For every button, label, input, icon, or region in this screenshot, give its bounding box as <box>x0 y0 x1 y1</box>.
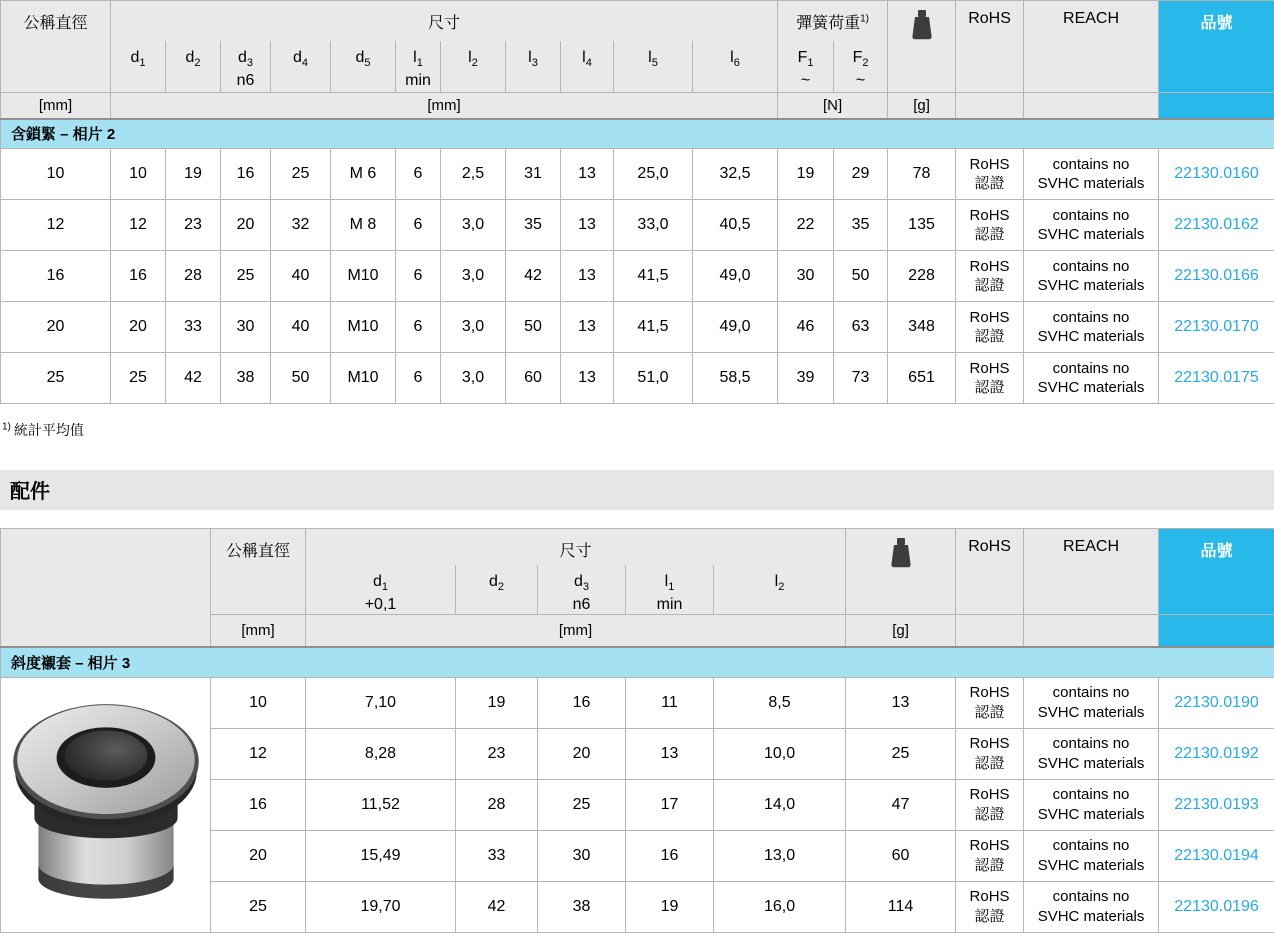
rohs-cell: RoHS 認證 <box>956 353 1024 404</box>
unit-cell: [mm] <box>211 614 306 647</box>
value-cell: 28 <box>456 779 538 830</box>
value-cell: 12 <box>111 200 166 251</box>
col-header-l1: $l_1$ min <box>626 565 714 615</box>
part-number-link[interactable]: 22130.0196 <box>1174 897 1259 915</box>
value-cell: 23 <box>456 728 538 779</box>
table-row <box>1 677 1274 728</box>
value-cell: 16 <box>626 830 714 881</box>
part-cell <box>1159 251 1274 302</box>
value-cell: 49,0 <box>693 302 778 353</box>
value-cell: 15,49 <box>306 830 456 881</box>
part-cell <box>1159 302 1274 353</box>
value-cell: 3,0 <box>441 251 506 302</box>
value-cell: M10 <box>331 353 396 404</box>
part-cell <box>1159 353 1274 404</box>
value-cell: 29 <box>834 149 888 200</box>
col-header-d1: $d_1$ +0,1 <box>306 565 456 615</box>
col-header-nominal-diameter: 公稱直徑 <box>211 529 306 615</box>
value-cell: 25 <box>271 149 331 200</box>
value-cell: 13 <box>561 149 614 200</box>
col-header-l1: $l_1$ min <box>396 41 441 93</box>
value-cell: 22 <box>778 200 834 251</box>
unit-cell <box>1159 614 1274 647</box>
part-number-link[interactable]: 22130.0193 <box>1174 795 1259 813</box>
value-cell: 6 <box>396 149 441 200</box>
value-cell: 10,0 <box>714 728 846 779</box>
col-group-dimensions: 尺寸 <box>306 529 846 565</box>
value-cell: 19 <box>456 677 538 728</box>
value-cell: 2,5 <box>441 149 506 200</box>
value-cell: 14,0 <box>714 779 846 830</box>
unit-cell: [g] <box>888 93 956 119</box>
value-cell: 135 <box>888 200 956 251</box>
table-row <box>1 353 1274 404</box>
col-header-part-number: 品號 <box>1159 1 1274 93</box>
value-cell: 50 <box>834 251 888 302</box>
value-cell: 38 <box>221 353 271 404</box>
value-cell: 41,5 <box>614 302 693 353</box>
value-cell: 30 <box>538 830 626 881</box>
accessories-heading: 配件 <box>0 470 1274 510</box>
section-band-label: 含鎖緊 – 相片 2 <box>1 119 1274 149</box>
unit-cell: [mm] <box>306 614 846 647</box>
value-cell: 33,0 <box>614 200 693 251</box>
unit-cell <box>1159 93 1274 119</box>
col-header-nominal-diameter: 公稱直徑 <box>1 1 111 93</box>
value-cell: 63 <box>834 302 888 353</box>
value-cell: 25 <box>111 353 166 404</box>
unit-cell: [N] <box>778 93 888 119</box>
part-cell <box>1159 728 1274 779</box>
value-cell: 42 <box>166 353 221 404</box>
section-band-label: 斜度襯套 – 相片 3 <box>1 647 1274 677</box>
value-cell: 28 <box>166 251 221 302</box>
table-row <box>1 251 1274 302</box>
value-cell: 51,0 <box>614 353 693 404</box>
value-cell: M10 <box>331 302 396 353</box>
value-cell: 25,0 <box>614 149 693 200</box>
part-number-link[interactable]: 22130.0175 <box>1174 369 1259 386</box>
col-header-l5: $l_5$ <box>614 41 693 93</box>
col-header-rohs: RoHS <box>956 1 1024 93</box>
accessories-table <box>0 528 1274 933</box>
value-cell: 16 <box>1 251 111 302</box>
value-cell: 114 <box>846 881 956 932</box>
col-header-l4: $l_4$ <box>561 41 614 93</box>
value-cell: 6 <box>396 251 441 302</box>
reach-cell: contains no SVHC materials <box>1024 881 1159 932</box>
part-cell <box>1159 677 1274 728</box>
weight-icon <box>890 538 912 568</box>
value-cell: 32 <box>271 200 331 251</box>
main-dimensions-table <box>0 0 1274 404</box>
value-cell: 8,5 <box>714 677 846 728</box>
reach-cell: contains no SVHC materials <box>1024 779 1159 830</box>
col-header-F2: $F_2$ ~ <box>834 41 888 93</box>
value-cell: 16 <box>211 779 306 830</box>
value-cell: 13 <box>846 677 956 728</box>
table-row <box>1 200 1274 251</box>
value-cell: 25 <box>846 728 956 779</box>
value-cell: 42 <box>456 881 538 932</box>
rohs-cell: RoHS 認證 <box>956 830 1024 881</box>
value-cell: 19,70 <box>306 881 456 932</box>
unit-cell: [mm] <box>111 93 778 119</box>
value-cell: 16 <box>111 251 166 302</box>
value-cell: 60 <box>506 353 561 404</box>
part-number-link[interactable]: 22130.0160 <box>1174 165 1259 182</box>
reach-cell: contains no SVHC materials <box>1024 251 1159 302</box>
value-cell: 12 <box>211 728 306 779</box>
col-header-d2: $d_2$ <box>166 41 221 93</box>
value-cell: 38 <box>538 881 626 932</box>
value-cell: 17 <box>626 779 714 830</box>
col-header-l2: $l_2$ <box>441 41 506 93</box>
col-header-d3: $d_3$ n6 <box>221 41 271 93</box>
rohs-cell: RoHS 認證 <box>956 302 1024 353</box>
value-cell: 32,5 <box>693 149 778 200</box>
rohs-cell: RoHS 認證 <box>956 251 1024 302</box>
reach-cell: contains no SVHC materials <box>1024 830 1159 881</box>
value-cell: 58,5 <box>693 353 778 404</box>
value-cell: 7,10 <box>306 677 456 728</box>
value-cell: 31 <box>506 149 561 200</box>
value-cell: 3,0 <box>441 200 506 251</box>
col-header-rohs: RoHS <box>956 529 1024 615</box>
col-header-d5: $d_5$ <box>331 41 396 93</box>
value-cell: 13 <box>626 728 714 779</box>
value-cell: 50 <box>506 302 561 353</box>
value-cell: 50 <box>271 353 331 404</box>
col-group-spring-load: 彈簧荷重$^{1)}$ <box>778 1 888 41</box>
reach-cell: contains no SVHC materials <box>1024 677 1159 728</box>
section-band <box>1 647 1274 677</box>
value-cell: 13 <box>561 353 614 404</box>
footnote: $^{1)}$ 統計平均值 <box>2 421 84 438</box>
value-cell: 20 <box>111 302 166 353</box>
value-cell: 60 <box>846 830 956 881</box>
part-cell <box>1159 779 1274 830</box>
value-cell: 228 <box>888 251 956 302</box>
weight-icon <box>911 10 933 40</box>
value-cell: 25 <box>1 353 111 404</box>
value-cell: 13,0 <box>714 830 846 881</box>
col-header-l6: $l_6$ <box>693 41 778 93</box>
col-header-F1: $F_1$ ~ <box>778 41 834 93</box>
value-cell: 348 <box>888 302 956 353</box>
reach-cell: contains no SVHC materials <box>1024 149 1159 200</box>
rohs-cell: RoHS 認證 <box>956 200 1024 251</box>
group-header-row <box>1 1 1274 41</box>
value-cell: 33 <box>166 302 221 353</box>
part-number-link[interactable]: 22130.0170 <box>1174 318 1259 335</box>
value-cell: 10 <box>111 149 166 200</box>
col-group-dimensions: 尺寸 <box>111 1 778 41</box>
col-header-weight <box>888 1 956 93</box>
value-cell: 20 <box>1 302 111 353</box>
value-cell: 6 <box>396 302 441 353</box>
value-cell: 25 <box>211 881 306 932</box>
col-header-reach: REACH <box>1024 529 1159 615</box>
unit-cell: [mm] <box>1 93 111 119</box>
value-cell: 19 <box>778 149 834 200</box>
value-cell: 19 <box>166 149 221 200</box>
col-header-d4: $d_4$ <box>271 41 331 93</box>
part-number-link[interactable]: 22130.0190 <box>1174 693 1259 711</box>
col-header-d1: $d_1$ <box>111 41 166 93</box>
table-row <box>1 149 1274 200</box>
value-cell: 13 <box>561 251 614 302</box>
value-cell: 40 <box>271 251 331 302</box>
section-band <box>1 119 1274 149</box>
unit-cell <box>956 93 1024 119</box>
rohs-cell: RoHS 認證 <box>956 677 1024 728</box>
value-cell: M10 <box>331 251 396 302</box>
value-cell: 42 <box>506 251 561 302</box>
value-cell: 33 <box>456 830 538 881</box>
value-cell: 20 <box>538 728 626 779</box>
unit-cell <box>956 614 1024 647</box>
value-cell: 25 <box>221 251 271 302</box>
value-cell: 35 <box>506 200 561 251</box>
value-cell: 78 <box>888 149 956 200</box>
part-cell <box>1159 149 1274 200</box>
value-cell: 40,5 <box>693 200 778 251</box>
value-cell: 25 <box>538 779 626 830</box>
unit-cell <box>1024 614 1159 647</box>
value-cell: 13 <box>561 200 614 251</box>
photo-column-header <box>1 529 211 648</box>
part-cell <box>1159 200 1274 251</box>
col-header-part-number: 品號 <box>1159 529 1274 615</box>
value-cell: 30 <box>778 251 834 302</box>
value-cell: 8,28 <box>306 728 456 779</box>
col-header-l2: $l_2$ <box>714 565 846 615</box>
table-row <box>1 302 1274 353</box>
value-cell: 19 <box>626 881 714 932</box>
value-cell: 6 <box>396 200 441 251</box>
part-number-link[interactable]: 22130.0166 <box>1174 267 1259 284</box>
reach-cell: contains no SVHC materials <box>1024 728 1159 779</box>
value-cell: 40 <box>271 302 331 353</box>
part-number-link[interactable]: 22130.0192 <box>1174 744 1259 762</box>
value-cell: 12 <box>1 200 111 251</box>
value-cell: 16,0 <box>714 881 846 932</box>
value-cell: 16 <box>538 677 626 728</box>
product-photo-cell <box>1 677 211 932</box>
value-cell: 10 <box>211 677 306 728</box>
value-cell: 47 <box>846 779 956 830</box>
value-cell: 13 <box>561 302 614 353</box>
units-row <box>1 93 1274 119</box>
value-cell: 6 <box>396 353 441 404</box>
reach-cell: contains no SVHC materials <box>1024 302 1159 353</box>
value-cell: 11,52 <box>306 779 456 830</box>
col-header-weight <box>846 529 956 615</box>
taper-bushing-photo <box>10 689 202 921</box>
value-cell: 41,5 <box>614 251 693 302</box>
value-cell: M 8 <box>331 200 396 251</box>
part-cell <box>1159 881 1274 932</box>
rohs-cell: RoHS 認證 <box>956 779 1024 830</box>
value-cell: 651 <box>888 353 956 404</box>
part-cell <box>1159 830 1274 881</box>
value-cell: 23 <box>166 200 221 251</box>
col-header-reach: REACH <box>1024 1 1159 93</box>
reach-cell: contains no SVHC materials <box>1024 353 1159 404</box>
reach-cell: contains no SVHC materials <box>1024 200 1159 251</box>
value-cell: 10 <box>1 149 111 200</box>
group-header-row <box>1 529 1274 565</box>
value-cell: 11 <box>626 677 714 728</box>
value-cell: M 6 <box>331 149 396 200</box>
col-header-d2: $d_2$ <box>456 565 538 615</box>
value-cell: 20 <box>211 830 306 881</box>
col-header-l3: $l_3$ <box>506 41 561 93</box>
value-cell: 73 <box>834 353 888 404</box>
value-cell: 39 <box>778 353 834 404</box>
col-header-d3: $d_3$ n6 <box>538 565 626 615</box>
part-number-link[interactable]: 22130.0162 <box>1174 216 1259 233</box>
rohs-cell: RoHS 認證 <box>956 149 1024 200</box>
value-cell: 30 <box>221 302 271 353</box>
value-cell: 49,0 <box>693 251 778 302</box>
unit-cell <box>1024 93 1159 119</box>
value-cell: 35 <box>834 200 888 251</box>
part-number-link[interactable]: 22130.0194 <box>1174 846 1259 864</box>
value-cell: 46 <box>778 302 834 353</box>
rohs-cell: RoHS 認證 <box>956 728 1024 779</box>
value-cell: 3,0 <box>441 302 506 353</box>
value-cell: 20 <box>221 200 271 251</box>
unit-cell: [g] <box>846 614 956 647</box>
value-cell: 3,0 <box>441 353 506 404</box>
value-cell: 16 <box>221 149 271 200</box>
rohs-cell: RoHS 認證 <box>956 881 1024 932</box>
